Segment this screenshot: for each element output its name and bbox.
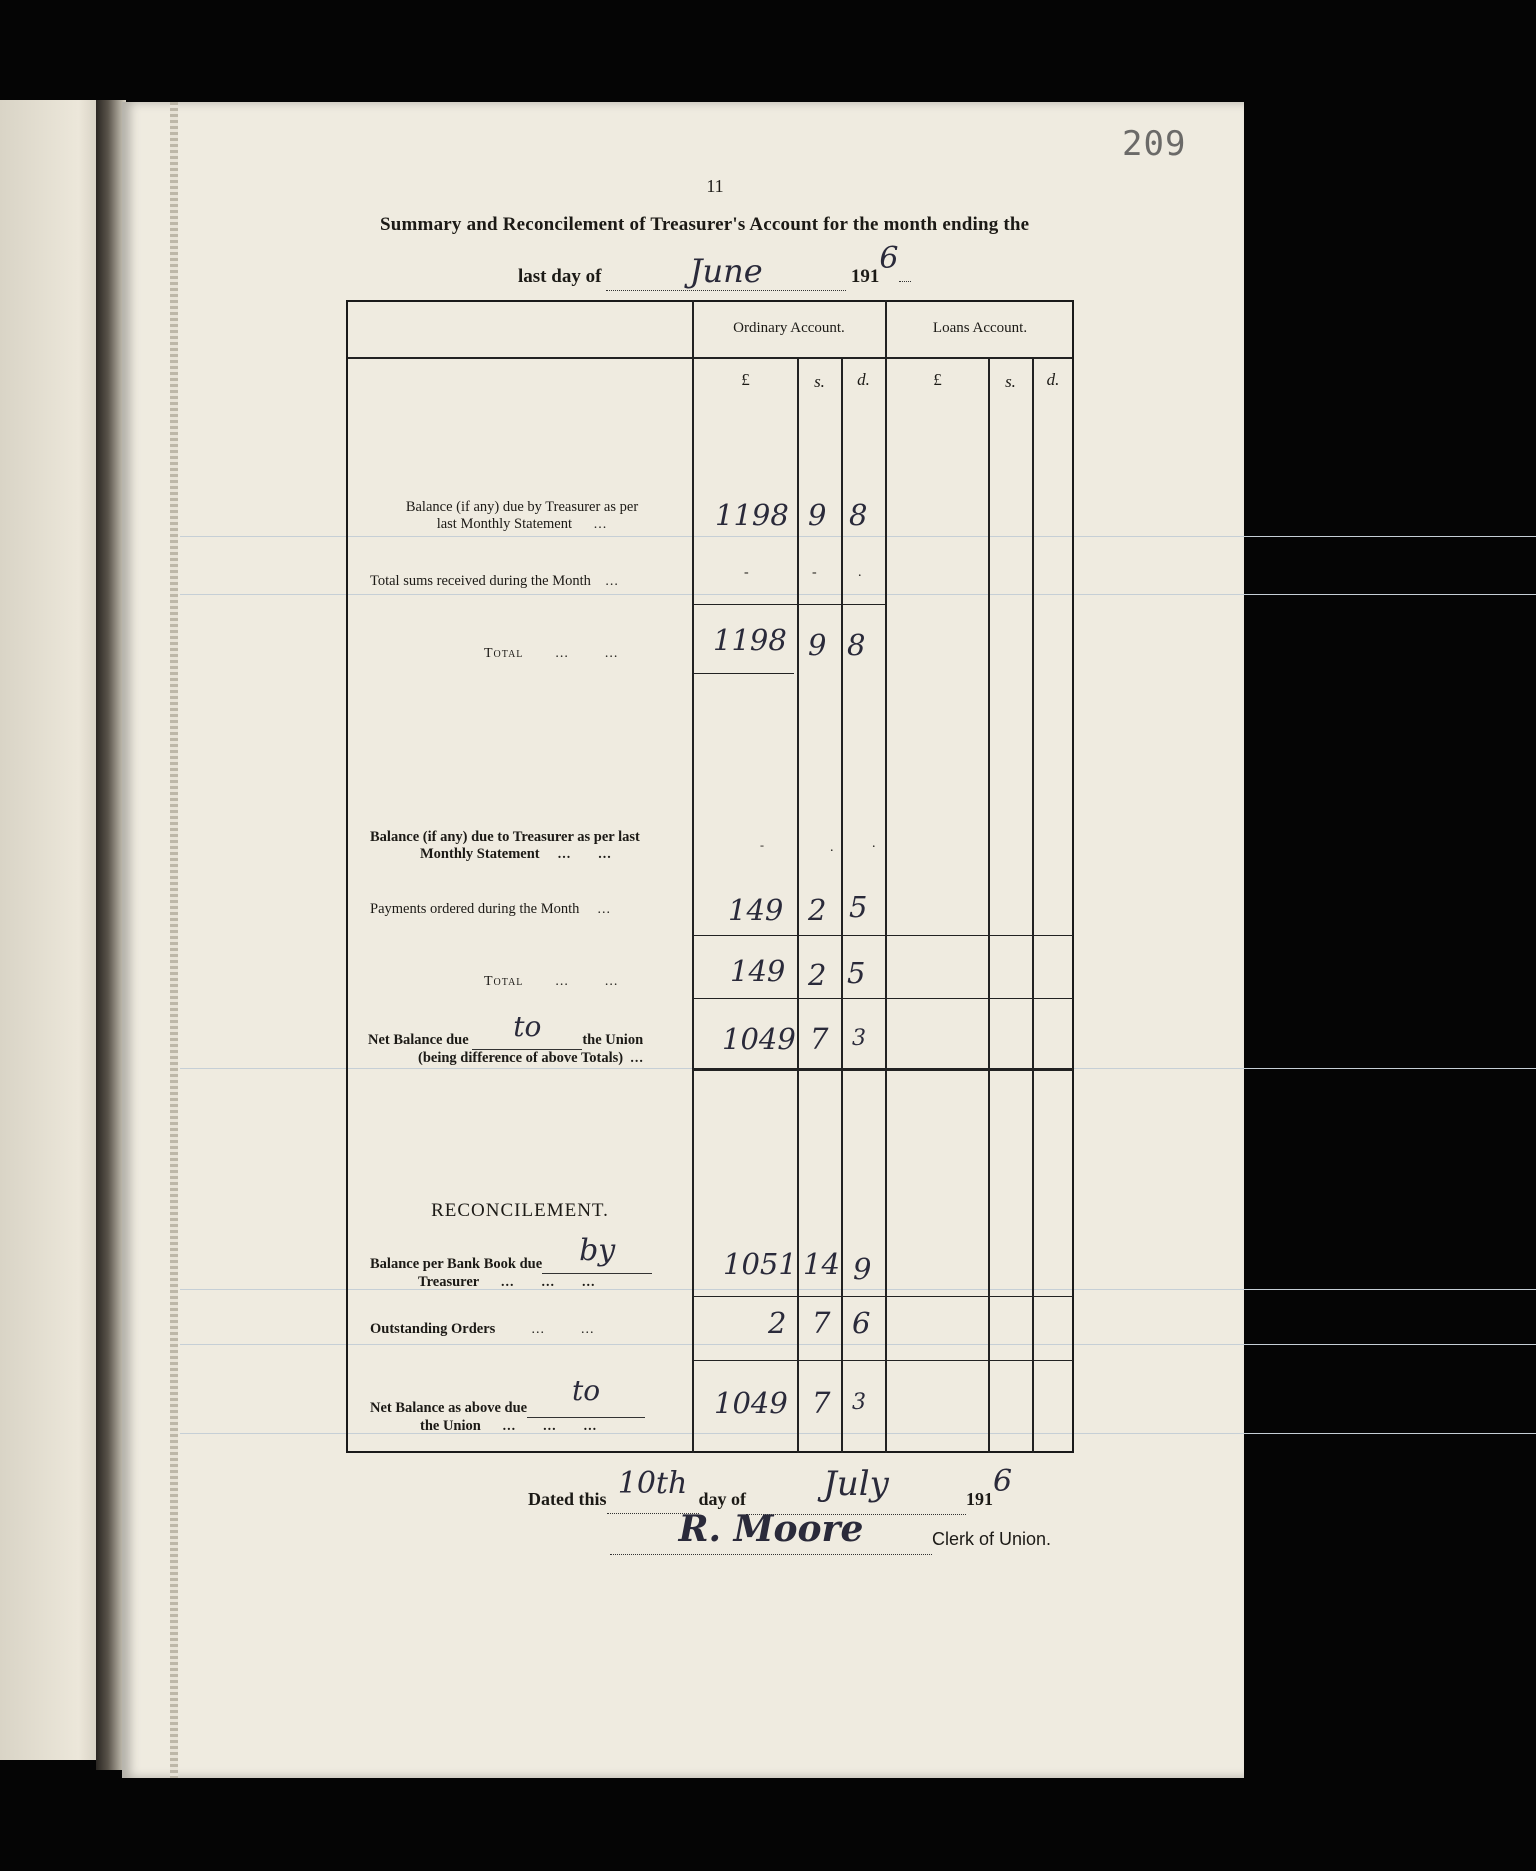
header-rule xyxy=(348,357,1072,359)
column-rule xyxy=(1032,358,1034,1453)
row-rule xyxy=(692,1296,1073,1297)
balance-by-shillings: 9 xyxy=(808,498,827,532)
bank-book-pence: 9 xyxy=(853,1252,872,1286)
column-rule-accounts xyxy=(885,300,887,1453)
form-title-date-line xyxy=(518,241,911,291)
received-pounds: - xyxy=(744,565,749,580)
loans-shillings-header: s. xyxy=(1005,372,1016,391)
outstanding-pence: 6 xyxy=(852,1306,871,1340)
outstanding-shillings: 7 xyxy=(812,1306,831,1340)
bank-book-direction-handwritten: by xyxy=(579,1233,616,1268)
balance-to-label: Balance (if any) due to Treasurer as per last Monthly Statement ... ... xyxy=(370,829,640,862)
clerk-label: Clerk of Union. xyxy=(932,1529,1052,1549)
total-rule xyxy=(694,673,794,674)
row-rule xyxy=(692,935,1073,936)
total1-label: Total ... ... xyxy=(484,646,619,661)
total2-shillings: 2 xyxy=(808,958,827,992)
signature-line xyxy=(610,1508,1052,1555)
year-prefix: 191 xyxy=(850,266,880,287)
total2-pence: 5 xyxy=(847,956,866,990)
received-label: Total sums received during the Month ... xyxy=(370,573,619,589)
balance-by-label: Balance (if any) due by Treasurer as per last Monthly Statement ... xyxy=(405,499,639,532)
net-above-shillings: 7 xyxy=(812,1386,831,1420)
column-rule xyxy=(988,358,990,1453)
dated-line: Dated this 10th day of July 1916 xyxy=(528,1474,1012,1515)
page-binding-edge xyxy=(170,102,178,1778)
column-rule xyxy=(841,358,843,1453)
total1-pence: 8 xyxy=(847,628,866,662)
payments-pounds: 149 xyxy=(728,893,784,927)
form-title: Summary and Reconcilement of Treasurer's Account for the month ending the xyxy=(380,214,1030,235)
bank-book-label: Balance per Bank Book due by Treasurer ... ... ... xyxy=(370,1250,680,1291)
ordinary-pounds-header: £ xyxy=(741,370,750,389)
net-balance-label: Net Balance due to the Union (being difference of above Totals) ... xyxy=(368,1010,644,1066)
bank-book-pounds: 1051 xyxy=(723,1247,797,1281)
reconcilement-heading: RECONCILEMENT. xyxy=(431,1200,609,1221)
total-rule xyxy=(694,604,885,605)
received-shillings: - xyxy=(812,565,817,580)
ordinary-account-header: Ordinary Account. xyxy=(733,320,845,336)
page-number: 11 xyxy=(706,176,724,196)
year-handwritten: 6 xyxy=(879,241,899,276)
total2-label: Total ... ... xyxy=(484,974,619,989)
outstanding-pounds: 2 xyxy=(768,1306,787,1340)
bank-book-shillings: 14 xyxy=(803,1247,840,1281)
payments-shillings: 2 xyxy=(808,893,827,927)
total1-pounds: 1198 xyxy=(713,623,787,657)
net-balance-pounds: 1049 xyxy=(722,1022,796,1056)
received-pence: . xyxy=(858,565,862,580)
dated-year-handwritten: 6 xyxy=(993,1464,1013,1499)
loans-pounds-header: £ xyxy=(933,370,942,389)
dated-month-handwritten: July xyxy=(823,1464,889,1504)
balance-by-pounds: 1198 xyxy=(715,498,789,532)
loans-account-header: Loans Account. xyxy=(932,320,1028,336)
net-balance-shillings: 7 xyxy=(810,1022,829,1056)
loans-pence-header: d. xyxy=(1046,370,1060,389)
folio-stamp: 209 xyxy=(1122,124,1187,164)
outstanding-label: Outstanding Orders ... ... xyxy=(370,1321,595,1337)
balance-to-pounds: - xyxy=(760,838,764,852)
net-above-label: Net Balance as above dueto the Union ... ... ... xyxy=(370,1394,680,1435)
row-rule xyxy=(692,998,1073,999)
column-rule-label xyxy=(692,300,694,1453)
net-above-pounds: 1049 xyxy=(714,1386,788,1420)
balance-by-pence: 8 xyxy=(849,498,868,532)
balance-to-pence: . xyxy=(872,836,876,851)
last-day-label: last day of xyxy=(518,266,602,287)
clerk-signature: R. Moore xyxy=(678,1508,864,1550)
net-balance-pence: 3 xyxy=(852,1026,866,1051)
ordinary-pence-header: d. xyxy=(857,370,870,389)
month-handwritten: June xyxy=(689,252,763,290)
month-field xyxy=(606,252,846,291)
total1-shillings: 9 xyxy=(808,628,827,662)
net-balance-direction-handwritten: to xyxy=(513,1010,542,1043)
total2-pounds: 149 xyxy=(730,954,786,988)
double-rule xyxy=(694,1068,1073,1071)
net-above-pence: 3 xyxy=(852,1390,866,1415)
payments-pence: 5 xyxy=(849,890,868,924)
row-rule xyxy=(692,1360,1073,1361)
ordinary-shillings-header: s. xyxy=(814,372,825,391)
day-handwritten: 10th xyxy=(617,1466,688,1501)
balance-to-shillings: . xyxy=(830,840,834,855)
column-rule xyxy=(797,358,799,1453)
net-above-direction-handwritten: to xyxy=(572,1374,601,1407)
payments-label: Payments ordered during the Month ... xyxy=(370,901,612,917)
